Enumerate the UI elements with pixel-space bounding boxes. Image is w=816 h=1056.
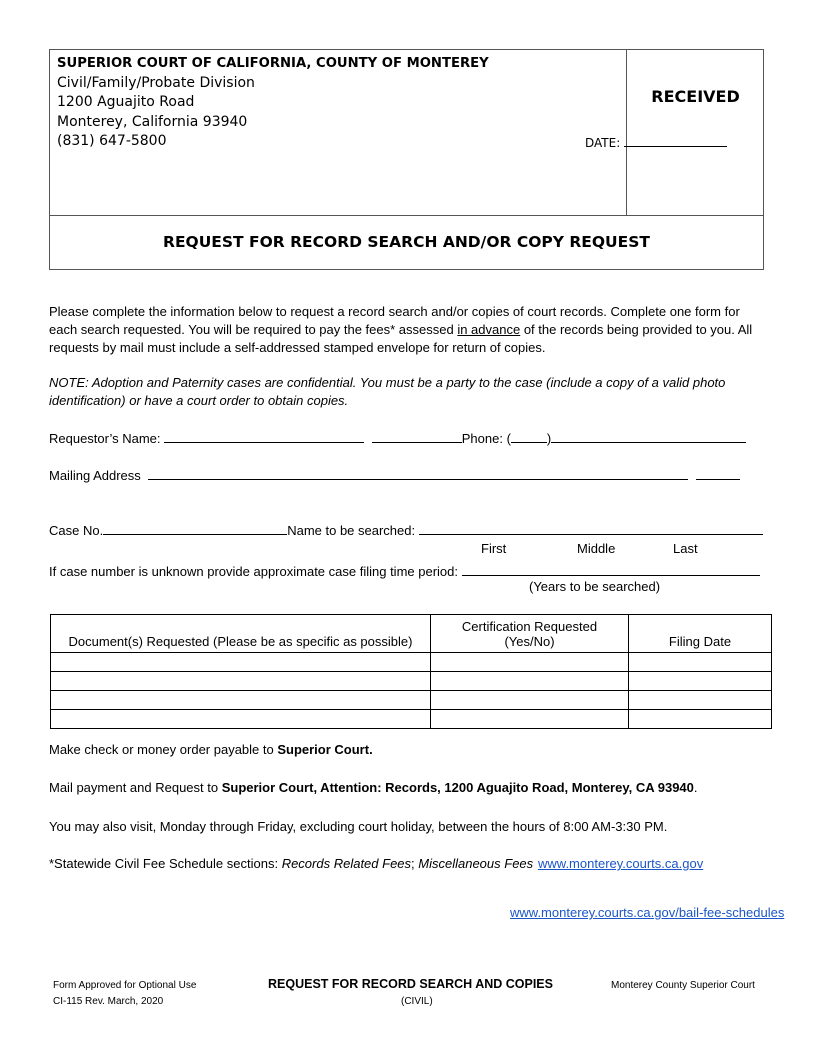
phone-number-field[interactable]: [551, 429, 746, 443]
date-blank[interactable]: [624, 133, 727, 147]
requestor-label: Requestor’s Name:: [49, 431, 161, 446]
requestor-name-field[interactable]: [164, 429, 364, 443]
certification-cell[interactable]: [431, 710, 629, 729]
case-no-label: Case No.: [49, 523, 104, 538]
certification-cell[interactable]: [431, 691, 629, 710]
document-cell[interactable]: [51, 691, 431, 710]
footer-court: Monterey County Superior Court: [611, 980, 755, 991]
court-phone: (831) 647-5800: [57, 133, 167, 149]
mail-suffix: .: [693, 780, 698, 795]
table-row: [51, 691, 772, 710]
confidential-note: NOTE: Adoption and Paternity cases are confidential. You must be a party to the case (include a copy of a valid photo identification) or have a court order to obtain copies.: [49, 375, 726, 408]
filing-date-cell[interactable]: [629, 653, 772, 672]
footer-title: REQUEST FOR RECORD SEARCH AND COPIES: [268, 977, 553, 991]
payable-prefix: Make check or money order payable to: [49, 742, 278, 757]
intro-text-a: Please complete the information below to request a record search and/or copies of court records. Complete one form for each search requested. You will be required to pay the fees* assessed: [49, 304, 740, 337]
col-header-certification: [431, 615, 629, 653]
middle-label: Middle: [577, 541, 616, 556]
document-cell[interactable]: [51, 710, 431, 729]
intro-paragraph: [49, 303, 767, 357]
filing-period-field[interactable]: [462, 562, 760, 576]
certification-cell[interactable]: [431, 672, 629, 691]
col-header-documents: Document(s) Requested (Please be as specific as possible): [51, 615, 431, 653]
bail-fee-schedules-link[interactable]: www.monterey.courts.ca.gov/bail-fee-schedules: [510, 905, 785, 920]
mailing-row: [49, 466, 740, 485]
payable-instruction: [49, 741, 373, 759]
fee-prefix: *Statewide Civil Fee Schedule sections:: [49, 856, 282, 871]
court-name: SUPERIOR COURT OF CALIFORNIA, COUNTY OF MONTEREY: [57, 56, 489, 71]
mailing-label: Mailing Address: [49, 468, 141, 483]
court-street: 1200 Aguajito Road: [57, 94, 195, 110]
documents-table: [50, 614, 772, 729]
footer-civil: (CIVIL): [401, 996, 433, 1007]
court-city: Monterey, California 93940: [57, 113, 248, 130]
mail-prefix: Mail payment and Request to: [49, 780, 222, 795]
table-row: [51, 653, 772, 672]
form-title: REQUEST FOR RECORD SEARCH AND/OR COPY REQUEST: [163, 233, 650, 251]
fee-sep: ;: [411, 856, 419, 871]
document-cell[interactable]: [51, 672, 431, 691]
intro-text-b: of the records being provided to you. All requests by mail must include a self-addressed stamped envelope for return of copies.: [49, 322, 753, 355]
requestor-row: Requestor’s Name: Phone: ( ): [49, 429, 746, 448]
years-label: (Years to be searched): [529, 579, 661, 594]
header-divider-horizontal: [50, 215, 763, 216]
case-no-field[interactable]: [103, 521, 287, 535]
phone-label: Phone: (: [461, 431, 511, 446]
intro-text-underlined: in advance: [457, 322, 521, 337]
payable-to: Superior Court.: [277, 742, 373, 757]
certification-cell[interactable]: [431, 653, 629, 672]
mail-instruction: [49, 779, 698, 797]
cert-header-line2: (Yes/No): [504, 634, 555, 649]
court-division: Civil/Family/Probate Division: [57, 74, 255, 91]
unknown-case-label: If case number is unknown provide approximate case filing time period:: [49, 564, 458, 579]
col-header-filing-date: Filing Date: [629, 615, 772, 653]
received-stamp-label: RECEIVED: [651, 87, 740, 106]
header-box: [49, 49, 764, 270]
phone-area-code-field[interactable]: [511, 429, 547, 443]
fee-records-related: Records Related Fees: [281, 856, 412, 871]
courts-website-link[interactable]: www.monterey.courts.ca.gov: [538, 856, 704, 871]
date-label: DATE:: [585, 136, 621, 150]
mail-address: Superior Court, Attention: Records, 1200 Aguajito Road, Monterey, CA 93940: [221, 780, 694, 795]
last-label: Last: [673, 541, 698, 556]
requestor-name-field-2[interactable]: [372, 429, 462, 443]
filing-date-cell[interactable]: [629, 710, 772, 729]
table-row: [51, 710, 772, 729]
footer-form-number: CI-115 Rev. March, 2020: [53, 996, 164, 1007]
mailing-address-field-2[interactable]: [696, 466, 740, 480]
table-row: [51, 672, 772, 691]
footer-approved: Form Approved for Optional Use: [53, 980, 197, 991]
case-row: [49, 521, 763, 540]
fee-schedule-line: [49, 855, 533, 873]
filing-date-cell[interactable]: [629, 691, 772, 710]
received-date-field[interactable]: [585, 133, 727, 150]
cert-header-line1: Certification Requested: [461, 619, 598, 634]
name-searched-label: Name to be searched:: [287, 523, 416, 538]
first-label: First: [481, 541, 507, 556]
fee-miscellaneous: Miscellaneous Fees: [418, 856, 534, 871]
filing-date-cell[interactable]: [629, 672, 772, 691]
court-address-block: [57, 54, 489, 152]
table-header-row: [51, 615, 772, 653]
mailing-address-field[interactable]: [148, 466, 688, 480]
name-searched-field[interactable]: [419, 521, 763, 535]
document-cell[interactable]: [51, 653, 431, 672]
visit-hours: You may also visit, Monday through Friday, excluding court holiday, between the hours of 8:00 AM-3:30 PM.: [49, 819, 668, 834]
